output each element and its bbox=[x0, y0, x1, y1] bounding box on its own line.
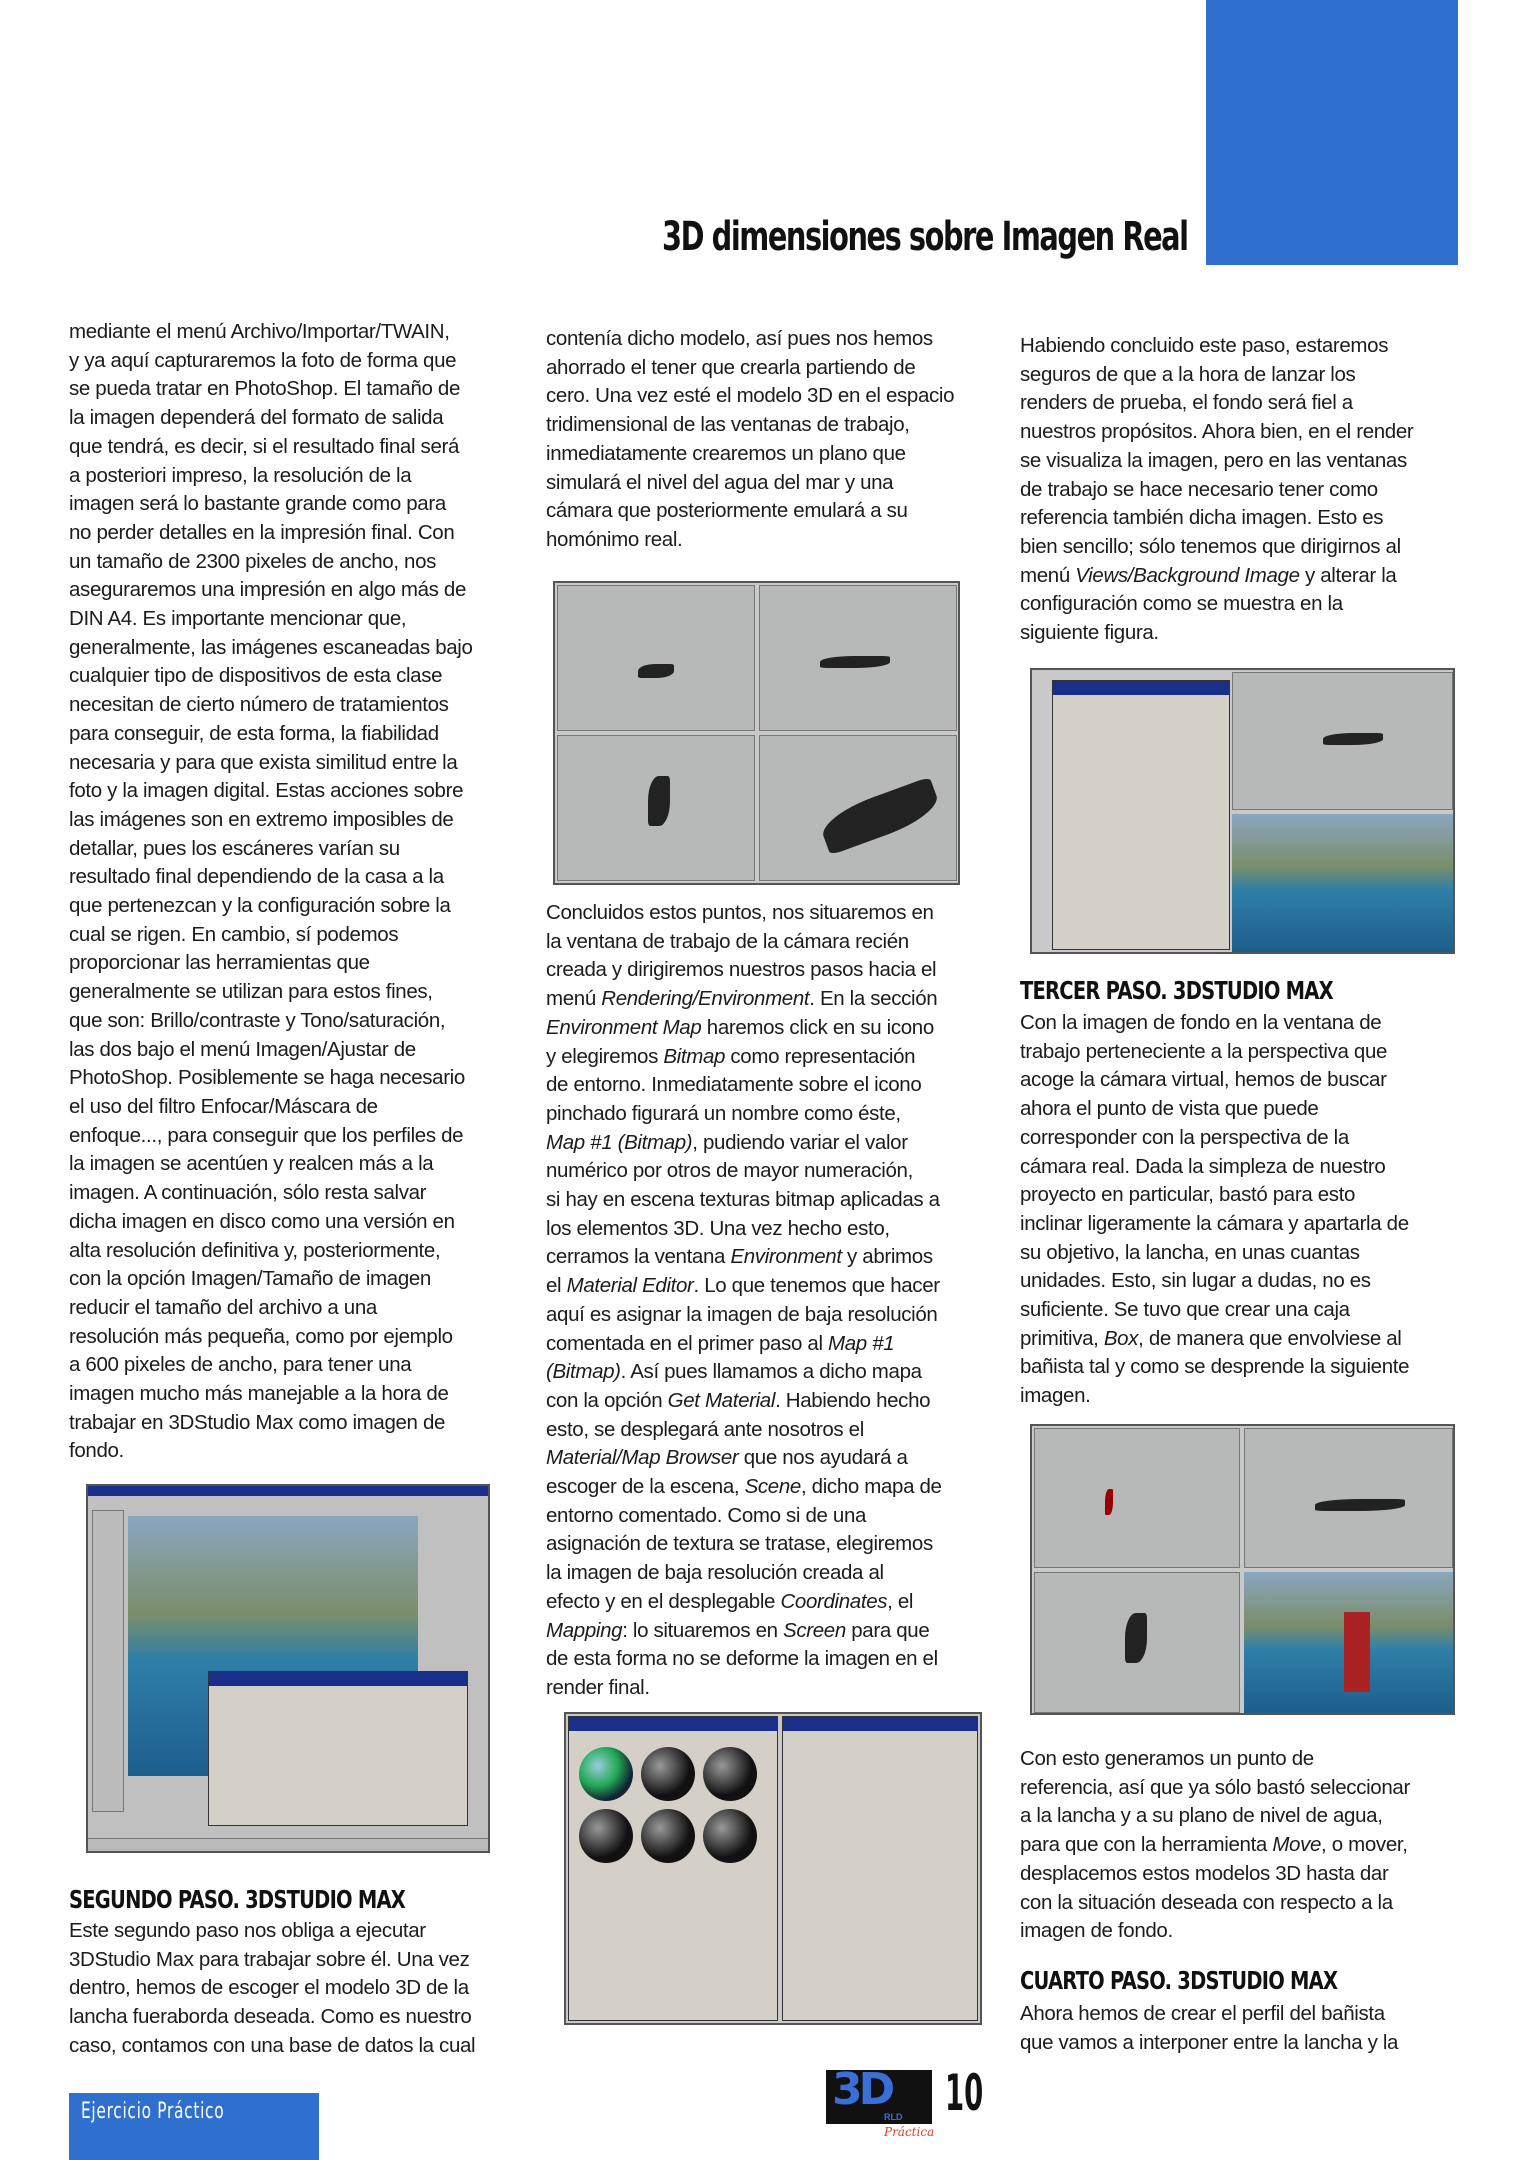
material-sample-sphere bbox=[641, 1747, 695, 1801]
italic-term: Mapping bbox=[546, 1618, 623, 1642]
header-color-block bbox=[1206, 0, 1458, 265]
col2-paragraph-2 bbox=[546, 899, 942, 1703]
text-segment: cerramos la ventana bbox=[546, 1245, 731, 1269]
text-line: su objetivo, la lancha, en unas cuantas bbox=[1020, 1240, 1360, 1264]
text-line: Habiendo concluido este paso, estaremos bbox=[1020, 334, 1389, 357]
text-line: Con la imagen de fondo en la ventana de bbox=[1020, 1011, 1382, 1034]
text-segment: y abrimos bbox=[841, 1245, 933, 1269]
image-size-dialog bbox=[208, 1671, 468, 1826]
text-segment: y alterar la bbox=[1299, 563, 1397, 587]
viewport-front bbox=[1244, 1428, 1453, 1568]
material-sample-sphere bbox=[641, 1809, 695, 1863]
text-line: referencia también dicha imagen. Esto es bbox=[1020, 506, 1384, 530]
text-line: a 600 pixeles de ancho, para tener una bbox=[69, 1353, 412, 1377]
text-line bbox=[546, 1272, 942, 1301]
text-line: corresponder con la perspectiva de la bbox=[1020, 1125, 1349, 1149]
text-line bbox=[546, 1617, 942, 1646]
text-segment: . En la sección bbox=[809, 987, 938, 1011]
text-line: bien sencillo; sólo tenemos que dirigirnos al bbox=[1020, 534, 1401, 558]
text-line: unidades. Esto, sin lugar a dudas, no es bbox=[1020, 1269, 1371, 1293]
boat-model bbox=[1125, 1613, 1147, 1663]
heading-cuarto-paso: CUARTO PASO. 3DSTUDIO MAX bbox=[1020, 1966, 1338, 1995]
text-line: generalmente se utilizan para estos fines, bbox=[69, 980, 433, 1004]
text-line bbox=[546, 1043, 942, 1072]
text-line: un tamaño de 2300 pixeles de ancho, nos bbox=[69, 549, 437, 573]
text-line: con la situación deseada con respecto a la bbox=[1020, 1890, 1393, 1914]
text-line: el uso del filtro Enfocar/Máscara de bbox=[69, 1094, 378, 1118]
window-titlebar bbox=[88, 1486, 488, 1496]
logo-sub: RLD bbox=[884, 2112, 903, 2122]
text-line: las imágenes son en extremo imposibles de bbox=[69, 807, 454, 831]
text-line: para conseguir, de esta forma, la fiabilidad bbox=[69, 721, 439, 745]
text-line: 3DStudio Max para trabajar sobre él. Una vez bbox=[69, 1947, 470, 1971]
text-line: aseguraremos una impresión en algo más de bbox=[69, 578, 467, 602]
text-line: ahorrado el tener que crearla partiendo de bbox=[546, 355, 916, 379]
text-line: creada y dirigiremos nuestros pasos hacia el bbox=[546, 958, 937, 982]
material-sample-sphere bbox=[579, 1747, 633, 1801]
text-line: la imagen de baja resolución creada al bbox=[546, 1561, 884, 1585]
text-segment: efecto y en el desplegable bbox=[546, 1589, 781, 1613]
magazine-logo bbox=[826, 2064, 935, 2142]
text-line: la ventana de trabajo de la cámara recién bbox=[546, 929, 909, 953]
text-segment: menú bbox=[1020, 563, 1076, 587]
text-line: necesaria y para que exista similitud entre la bbox=[69, 750, 458, 774]
italic-term: (Bitmap) bbox=[546, 1360, 621, 1384]
text-line: numérico por otros de mayor numeración, bbox=[546, 1159, 913, 1183]
boat-model bbox=[817, 777, 943, 856]
text-line: pinchado figurará un nombre como éste, bbox=[546, 1101, 901, 1125]
text-line bbox=[546, 1588, 942, 1617]
text-line: y ya aquí capturaremos la foto de forma que bbox=[69, 348, 457, 372]
text-segment: haremos click en su icono bbox=[701, 1015, 934, 1039]
text-line: homónimo real. bbox=[546, 527, 683, 551]
text-line: inclinar ligeramente la cámara y apartarla de bbox=[1020, 1211, 1409, 1235]
text-line bbox=[546, 1358, 942, 1387]
text-line: necesitan de cierto número de tratamientos bbox=[69, 693, 449, 717]
text-line: las dos bajo el menú Imagen/Ajustar de bbox=[69, 1037, 416, 1061]
text-line: aquí es asignar la imagen de baja resolución bbox=[546, 1302, 938, 1326]
material-sample-sphere bbox=[703, 1747, 757, 1801]
text-line: foto y la imagen digital. Estas acciones sobre bbox=[69, 779, 464, 803]
text-line: alta resolución definitiva y, posteriormente, bbox=[69, 1238, 441, 1262]
text-line: Concluidos estos puntos, nos situaremos en bbox=[546, 901, 934, 924]
col3-paragraph-4 bbox=[1020, 2000, 1398, 2057]
box-primitive bbox=[1344, 1612, 1370, 1692]
text-line: resolución más pequeña, como por ejemplo bbox=[69, 1324, 453, 1348]
viewports-screenshot-1 bbox=[553, 581, 960, 885]
text-line: mediante el menú Archivo/Importar/TWAIN, bbox=[69, 320, 450, 343]
text-line: lancha fueraborda deseada. Como es nuestro bbox=[69, 2005, 472, 2029]
italic-term: Bitmap bbox=[663, 1044, 726, 1068]
text-line: tridimensional de las ventanas de trabajo, bbox=[546, 413, 910, 437]
text-line: PhotoShop. Posiblemente se haga necesario bbox=[69, 1066, 465, 1090]
text-line: bañista tal y como se desprende la siguiente bbox=[1020, 1355, 1410, 1379]
text-line: renders de prueba, el fondo será fiel a bbox=[1020, 391, 1353, 415]
text-line: suficiente. Se tuvo que crear una caja bbox=[1020, 1298, 1350, 1322]
text-line: proyecto en particular, bastó para esto bbox=[1020, 1183, 1356, 1207]
viewports-screenshot-2 bbox=[1030, 1424, 1455, 1715]
background-image-dialog-screenshot bbox=[1030, 668, 1455, 954]
boat-model bbox=[1323, 733, 1383, 745]
text-line: se pueda tratar en PhotoShop. El tamaño de bbox=[69, 377, 461, 401]
text-line: imagen. bbox=[1020, 1384, 1091, 1408]
text-line: de esta forma no se deforme la imagen en el bbox=[546, 1647, 938, 1671]
col3-paragraph-3 bbox=[1020, 1745, 1410, 1946]
text-segment: . Habiendo hecho bbox=[775, 1388, 931, 1412]
text-line: que son: Brillo/contraste y Tono/saturación, bbox=[69, 1008, 446, 1032]
taskbar bbox=[88, 1838, 488, 1851]
text-segment: y elegiremos bbox=[546, 1044, 664, 1068]
text-line bbox=[546, 985, 942, 1014]
logo-text: 3D bbox=[832, 2064, 892, 2115]
text-line: dicha imagen en disco como una versión en bbox=[69, 1209, 455, 1233]
italic-term: Box bbox=[1103, 1326, 1139, 1350]
logo-script: Práctica bbox=[884, 2125, 935, 2139]
text-segment: : lo situaremos en bbox=[622, 1618, 784, 1642]
text-line: contenía dicho modelo, así pues nos hemos bbox=[546, 327, 933, 350]
viewport-top bbox=[557, 585, 755, 731]
viewport-left bbox=[557, 735, 755, 881]
viewport-left bbox=[1034, 1572, 1240, 1713]
viewport-perspective bbox=[759, 735, 957, 881]
italic-term: Get Material bbox=[667, 1388, 776, 1412]
viewport-background-dialog bbox=[1052, 680, 1230, 950]
text-line: generalmente, las imágenes escaneadas bajo bbox=[69, 635, 473, 659]
material-editor-screenshot bbox=[564, 1712, 982, 2025]
text-line: Con esto generamos un punto de bbox=[1020, 1747, 1314, 1770]
text-line: esto, se desplegará ante nosotros el bbox=[546, 1417, 864, 1441]
text-line: inmediatamente crearemos un plano que bbox=[546, 441, 906, 465]
section-label-box bbox=[69, 2093, 319, 2160]
text-line: trabajo perteneciente a la perspectiva que bbox=[1020, 1039, 1388, 1063]
italic-term: Material/Map Browser bbox=[546, 1446, 739, 1470]
text-segment: , dicho mapa de bbox=[800, 1475, 942, 1499]
italic-term: Views/Background Image bbox=[1075, 563, 1300, 587]
text-line bbox=[546, 1444, 942, 1473]
text-line: desplacemos estos modelos 3D hasta dar bbox=[1020, 1861, 1389, 1885]
text-line: cero. Una vez esté el modelo 3D en el espacio bbox=[546, 384, 955, 408]
text-segment: que nos ayudará a bbox=[738, 1446, 908, 1470]
material-sample-sphere bbox=[579, 1809, 633, 1863]
camera-viewport-photo bbox=[1244, 1572, 1453, 1713]
material-editor-window bbox=[568, 1716, 778, 2021]
text-line: con la opción Imagen/Tamaño de imagen bbox=[69, 1267, 431, 1291]
italic-term: Map #1 (Bitmap) bbox=[546, 1130, 693, 1154]
text-line: de entorno. Inmediatamente sobre el icono bbox=[546, 1073, 922, 1097]
text-line: enfoque..., para conseguir que los perfiles de bbox=[69, 1123, 464, 1147]
text-segment: , de manera que envolviese al bbox=[1138, 1326, 1402, 1350]
text-segment: como representación bbox=[725, 1044, 916, 1068]
text-line: imagen mucho más manejable a la hora de bbox=[69, 1382, 449, 1406]
text-line: proporcionar las herramientas que bbox=[69, 951, 370, 975]
text-line: detallar, pues los escáneres varían su bbox=[69, 836, 400, 860]
text-line: asignación de textura se tratase, elegiremos bbox=[546, 1532, 933, 1556]
text-segment: . Así pues llamamos a dicho mapa bbox=[620, 1360, 922, 1384]
text-line: render final. bbox=[546, 1675, 650, 1699]
col1-paragraph-2 bbox=[69, 1917, 475, 2061]
text-line: entorno comentado. Como si de una bbox=[546, 1503, 867, 1527]
text-line: caso, contamos con una base de datos la cual bbox=[69, 2033, 476, 2057]
text-line: cámara real. Dada la simpleza de nuestro bbox=[1020, 1154, 1386, 1178]
text-line: Este segundo paso nos obliga a ejecutar bbox=[69, 1919, 426, 1942]
col2-paragraph-1 bbox=[546, 325, 954, 555]
text-line bbox=[1020, 562, 1413, 591]
text-segment: . Lo que tenemos que hacer bbox=[693, 1274, 940, 1298]
text-segment: , o mover, bbox=[1321, 1833, 1408, 1857]
box-primitive bbox=[1105, 1489, 1113, 1515]
text-segment: el bbox=[546, 1274, 567, 1298]
heading-tercer-paso: TERCER PASO. 3DSTUDIO MAX bbox=[1020, 976, 1333, 1005]
text-line: trabajar en 3DStudio Max como imagen de bbox=[69, 1410, 446, 1434]
page-title: 3D dimensiones sobre Imagen Real bbox=[662, 214, 1188, 260]
heading-segundo-paso: SEGUNDO PASO. 3DSTUDIO MAX bbox=[69, 1885, 406, 1914]
section-label: Ejercicio Práctico bbox=[81, 2099, 225, 2124]
text-segment: para que con la herramienta bbox=[1020, 1833, 1273, 1857]
text-line: seguros de que a la hora de lanzar los bbox=[1020, 362, 1356, 386]
text-line: no perder detalles en la impresión final. Con bbox=[69, 520, 455, 544]
text-line: a la lancha y a su plano de nivel de agua, bbox=[1020, 1804, 1383, 1828]
text-segment: , pudiendo variar el valor bbox=[692, 1130, 908, 1154]
text-line bbox=[546, 1330, 942, 1359]
italic-term: Map #1 bbox=[828, 1331, 895, 1355]
text-line: la imagen dependerá del formato de salida bbox=[69, 406, 444, 430]
text-line: reducir el tamaño del archivo a una bbox=[69, 1295, 377, 1319]
toolbox-panel bbox=[92, 1510, 124, 1812]
material-sample-sphere bbox=[703, 1809, 757, 1863]
boat-model bbox=[648, 776, 670, 826]
text-line bbox=[546, 1129, 942, 1158]
text-line: acoge la cámara virtual, hemos de buscar bbox=[1020, 1068, 1387, 1092]
col1-paragraph-1 bbox=[69, 318, 473, 1466]
text-line bbox=[546, 1243, 942, 1272]
text-line: cámara que posteriormente emulará a su bbox=[546, 499, 908, 523]
col3-paragraph-1 bbox=[1020, 332, 1413, 648]
text-line: dentro, hemos de escoger el modelo 3D de la bbox=[69, 1976, 469, 2000]
italic-term: Material Editor bbox=[566, 1274, 694, 1298]
viewport-front bbox=[1232, 672, 1453, 810]
page-number: 10 bbox=[945, 2064, 984, 2122]
text-line: a posteriori impreso, la resolución de la bbox=[69, 463, 412, 487]
text-line: que tendrá, es decir, si el resultado final será bbox=[69, 434, 460, 458]
italic-term: Scene bbox=[744, 1475, 801, 1499]
viewport-top bbox=[1034, 1428, 1240, 1568]
boat-model bbox=[820, 656, 890, 668]
text-line: cualquier tipo de dispositivos de esta clase bbox=[69, 664, 443, 688]
text-line: configuración como se muestra en la bbox=[1020, 592, 1343, 616]
text-line: fondo. bbox=[69, 1439, 124, 1463]
text-line: imagen será lo bastante grande como para bbox=[69, 492, 446, 516]
text-line: Ahora hemos de crear el perfil del bañista bbox=[1020, 2002, 1385, 2025]
text-line bbox=[1020, 1831, 1410, 1860]
text-segment: menú bbox=[546, 987, 602, 1011]
boat-model bbox=[638, 664, 674, 678]
text-segment: con la opción bbox=[546, 1388, 668, 1412]
environment-window bbox=[782, 1716, 978, 2021]
text-line: ahora el punto de vista que puede bbox=[1020, 1097, 1319, 1121]
text-line: resultado final dependiendo de la casa a la bbox=[69, 865, 444, 889]
text-line bbox=[546, 1387, 942, 1416]
text-line: la imagen se acentúen y realcen más a la bbox=[69, 1152, 434, 1176]
text-segment: escoger de la escena, bbox=[546, 1475, 745, 1499]
text-line bbox=[546, 1473, 942, 1502]
text-line: referencia, así que ya sólo bastó seleccionar bbox=[1020, 1775, 1410, 1799]
photoshop-screenshot bbox=[86, 1484, 490, 1853]
viewport-front bbox=[759, 585, 957, 731]
italic-term: Environment bbox=[730, 1245, 842, 1269]
text-segment: comentada en el primer paso al bbox=[546, 1331, 829, 1355]
text-line: los elementos 3D. Una vez hecho esto, bbox=[546, 1216, 890, 1240]
italic-term: Environment Map bbox=[546, 1015, 702, 1039]
italic-term: Rendering/Environment bbox=[601, 987, 810, 1011]
text-line: DIN A4. Es importante mencionar que, bbox=[69, 607, 407, 631]
text-line: siguiente figura. bbox=[1020, 621, 1159, 645]
text-segment: , el bbox=[887, 1589, 914, 1613]
italic-term: Coordinates bbox=[780, 1589, 888, 1613]
text-line bbox=[1020, 1325, 1409, 1354]
text-line: de trabajo se hace necesario tener como bbox=[1020, 477, 1378, 501]
text-line: cual se rigen. En cambio, sí podemos bbox=[69, 922, 399, 946]
text-line: simulará el nivel del agua del mar y una bbox=[546, 470, 894, 494]
boat-model bbox=[1315, 1499, 1405, 1511]
col3-paragraph-2 bbox=[1020, 1009, 1409, 1411]
text-line: imagen de fondo. bbox=[1020, 1919, 1173, 1943]
text-line: imagen. A continuación, sólo resta salvar bbox=[69, 1181, 427, 1205]
italic-term: Screen bbox=[783, 1618, 846, 1642]
text-segment: para que bbox=[845, 1618, 930, 1642]
camera-viewport-photo bbox=[1232, 814, 1453, 952]
text-line: nuestros propósitos. Ahora bien, en el render bbox=[1020, 420, 1414, 444]
text-line bbox=[546, 1014, 942, 1043]
text-line: si hay en escena texturas bitmap aplicadas a bbox=[546, 1188, 940, 1212]
italic-term: Move bbox=[1272, 1833, 1322, 1857]
text-line: que vamos a interponer entre la lancha y la bbox=[1020, 2030, 1399, 2054]
text-line: se visualiza la imagen, pero en las ventanas bbox=[1020, 448, 1407, 472]
text-line: que pertenezcan y la configuración sobre la bbox=[69, 894, 451, 918]
text-segment: primitiva, bbox=[1020, 1326, 1104, 1350]
